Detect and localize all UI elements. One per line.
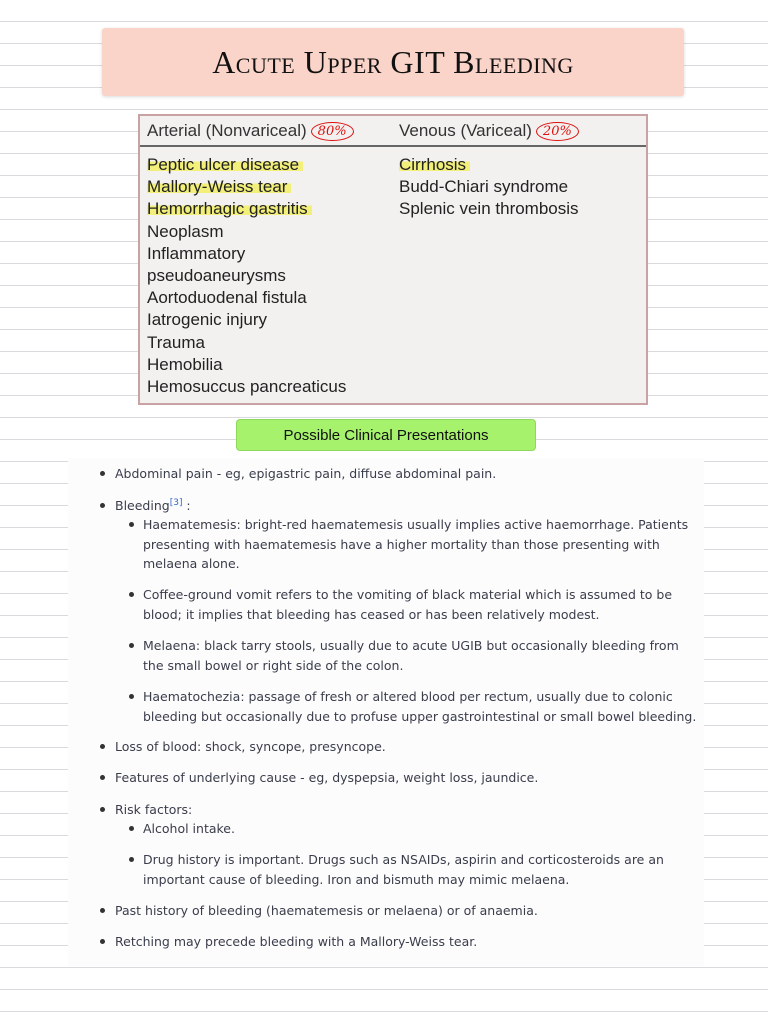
arterial-cause-item — [147, 198, 346, 220]
venous-cause-item — [399, 176, 579, 198]
arterial-cause-item — [147, 265, 346, 287]
bullet — [100, 471, 105, 476]
bullet — [100, 744, 105, 749]
venous-list — [399, 154, 579, 221]
arterial-cause-item — [147, 221, 346, 243]
list-item-text: Alcohol intake. — [143, 821, 235, 836]
arterial-header-label: Arterial (Nonvariceal) — [147, 121, 307, 140]
venous-cause-item — [399, 198, 579, 220]
list-item-text: Melaena: black tarry stools, usually due to acute UGIB but occasionally bleeding from the small bowel or right side of the colon. — [143, 638, 679, 673]
bleeding-colon: : — [182, 498, 191, 513]
venous-cause-item-text: Splenic vein thrombosis — [399, 199, 579, 219]
arterial-cause-item — [147, 376, 346, 398]
arterial-cause-item — [147, 154, 346, 176]
title-banner — [102, 28, 684, 96]
arterial-cause-item — [147, 176, 346, 198]
list-item-text: Coffee-ground vomit refers to the vomiting of black material which is assumed to be blood; it implies that bleeding has ceased or has been relatively modest. — [143, 587, 673, 622]
list-item-text: Features of underlying cause - eg, dyspepsia, weight loss, jaundice. — [115, 770, 539, 785]
list-item-text: Haematemesis: bright-red haematemesis usually implies active haemorrhage. Patients presenting with haematemesis have a higher mortality than those presenting with melaena alone. — [143, 517, 689, 571]
bullet — [100, 807, 105, 812]
list-item-text: Abdominal pain - eg, epigastric pain, diffuse abdominal pain. — [115, 466, 497, 481]
arterial-cause-item-text: Trauma — [147, 332, 205, 352]
arterial-cause-item — [147, 287, 346, 309]
arterial-column — [147, 116, 397, 396]
venous-column — [399, 116, 644, 219]
reference-link[interactable]: [3] — [169, 497, 183, 508]
bullet — [129, 694, 134, 699]
arterial-cause-item — [147, 309, 346, 331]
list-item-text: Past history of bleeding (haematemesis or melaena) or of anaemia. — [115, 903, 538, 918]
arterial-cause-item-text: Mallory-Weiss tear — [147, 177, 291, 196]
arterial-annotation: 80% — [311, 122, 354, 141]
venous-header — [399, 116, 644, 147]
arterial-cause-item-text: Hemorrhagic gastritis — [147, 199, 312, 218]
clinical-presentations-button[interactable]: Possible Clinical Presentations — [236, 419, 536, 451]
list-item-text — [115, 496, 700, 516]
bullet — [129, 522, 134, 527]
arterial-cause-item — [147, 332, 346, 354]
bleeding-label: Bleeding — [115, 498, 170, 513]
arterial-cause-item — [147, 243, 346, 265]
arterial-cause-item-text: Iatrogenic injury — [147, 310, 268, 330]
presentation-list — [68, 458, 704, 966]
venous-annotation: 20% — [536, 122, 579, 141]
arterial-cause-item-text: Aortoduodenal fistula — [147, 288, 307, 308]
arterial-header — [147, 116, 397, 147]
bullet — [129, 826, 134, 831]
list-item-text: Loss of blood: shock, syncope, presyncope. — [115, 739, 386, 754]
arterial-cause-item-text: pseudoaneurysms — [147, 265, 286, 285]
bullet — [100, 775, 105, 780]
arterial-cause-item-text: Peptic ulcer disease — [147, 155, 303, 174]
arterial-cause-item-text: Inflammatory — [147, 243, 246, 263]
bullet — [129, 643, 134, 648]
bullet — [129, 857, 134, 862]
arterial-cause-item-text: Neoplasm — [147, 221, 224, 241]
arterial-cause-item — [147, 354, 346, 376]
venous-header-label: Venous (Variceal) — [399, 121, 532, 140]
list-item-text: Risk factors: — [115, 802, 193, 817]
arterial-cause-item-text: Hemobilia — [147, 354, 223, 374]
venous-cause-item-text: Budd-Chiari syndrome — [399, 177, 569, 197]
bullet — [100, 939, 105, 944]
venous-cause-item-text: Cirrhosis — [399, 155, 470, 174]
arterial-cause-item-text: Hemosuccus pancreaticus — [147, 376, 347, 396]
list-item-text: Drug history is important. Drugs such as NSAIDs, aspirin and corticosteroids are an important cause of bleeding. Iron and bismuth may mimic melaena. — [143, 852, 664, 887]
bullet — [100, 908, 105, 913]
causes-table-image — [138, 114, 648, 405]
bullet — [129, 592, 134, 597]
venous-cause-item — [399, 154, 579, 176]
bullet — [100, 503, 105, 508]
list-item-text: Haematochezia: passage of fresh or altered blood per rectum, usually due to colonic bleeding but occasionally due to profuse upper gastrointestinal or small bowel bleeding. — [143, 689, 697, 724]
page-title: Acute Upper GIT Bleeding — [212, 43, 574, 80]
list-item-text: Retching may precede bleeding with a Mallory-Weiss tear. — [115, 934, 478, 949]
arterial-list — [147, 154, 346, 398]
